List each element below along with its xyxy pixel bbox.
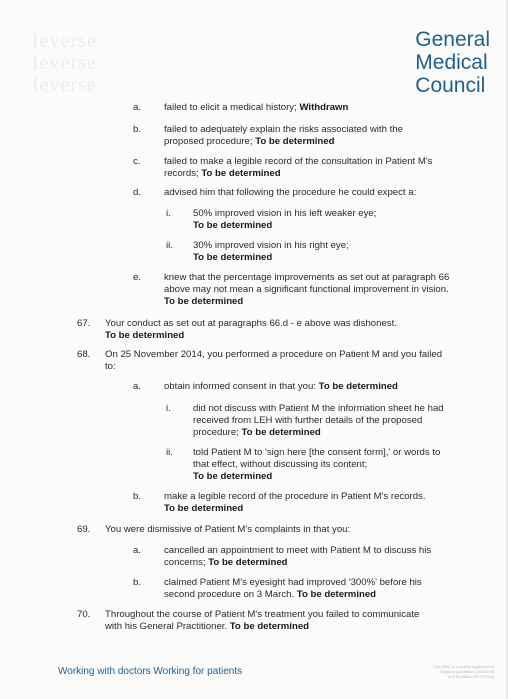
charity-line: The GMC is a charity registered in	[433, 664, 494, 669]
paragraph-text: You were dismissive of Patient M's complaints in that you:	[105, 524, 351, 535]
item-label: b.	[133, 124, 142, 135]
item-label: i.	[166, 208, 171, 219]
item-label: i.	[166, 403, 171, 414]
status-label: To be determined	[255, 136, 335, 147]
status-label: Withdrawn	[299, 102, 349, 113]
logo-line-medical: Medical	[415, 51, 488, 74]
paragraph-number: 69.	[77, 524, 91, 535]
paragraph-number: 68.	[77, 349, 91, 360]
item-label: ii.	[166, 240, 173, 251]
item-text: failed to make a legible record of the consultation in Patient M's records; To be determined	[164, 156, 433, 179]
item-text: cancelled an appointment to meet with Patient M to discuss his concerns; To be determined	[164, 545, 432, 568]
paragraph-text: Throughout the course of Patient M's treatment you failed to communicate with his General Practitioner. To be determined	[105, 609, 420, 632]
item-label: b.	[133, 577, 142, 588]
paragraph-text: On 25 November 2014, you performed a procedure on Patient M and you failed to:	[105, 349, 443, 372]
item-label: c.	[133, 156, 141, 167]
item-text: failed to adequately explain the risks associated with the proposed procedure; To be determined	[164, 124, 403, 147]
status-label: To be determined	[208, 557, 288, 568]
status-label: To be determined	[201, 168, 281, 179]
item-label: a.	[133, 381, 142, 392]
item-text: knew that the percentage improvements as set out at paragraph 66 above may not mean a significant functional improvement in vision. To be determined	[164, 272, 450, 307]
status-label: To be determined	[105, 330, 185, 341]
status-label: To be determined	[164, 296, 244, 307]
status-label: To be determined	[229, 621, 310, 632]
charity-line: and Scotland (SC037750)	[447, 674, 494, 679]
item-text: obtain informed consent in that you: To be determined	[164, 381, 398, 392]
item-text: failed to elicit a medical history; Withdrawn	[164, 102, 349, 113]
item-label: b.	[133, 491, 142, 502]
charity-line: England and Wales (1089278)	[440, 669, 494, 674]
status-label: To be determined	[296, 589, 377, 600]
bleed-line: Ieverse	[32, 52, 97, 74]
paragraph-number: 67.	[77, 318, 91, 329]
item-label: ii.	[166, 447, 173, 458]
bleed-through-text	[32, 30, 97, 96]
gmc-logo	[415, 28, 490, 97]
status-label: To be determined	[164, 503, 244, 514]
bleed-line: Ieverse	[32, 74, 97, 96]
item-text: did not discuss with Patient M the information sheet he had received from LEH with further details of the proposed procedure; To be determined	[193, 403, 444, 438]
item-text: told Patient M to 'sign here [the consent form],' or words to that effect, without discussing its content; To be determined	[193, 447, 441, 482]
item-text: make a legible record of the procedure in Patient M's records. To be determined	[164, 491, 426, 514]
logo-line-council: Council	[415, 74, 486, 97]
paragraph-text: Your conduct as set out at paragraphs 66.d - e above was dishonest. To be determined	[105, 318, 397, 341]
footer-charity-info	[399, 664, 494, 679]
logo-line-general: General	[415, 28, 490, 51]
bleed-line: Ieverse	[32, 30, 97, 52]
item-label: d.	[133, 187, 142, 198]
item-text: advised him that following the procedure he could expect a:	[164, 187, 417, 198]
status-label: To be determined	[241, 427, 321, 438]
item-text: 50% improved vision in his left weaker eye; To be determined	[193, 208, 377, 231]
status-label: To be determined	[193, 220, 273, 231]
item-text: 30% improved vision in his right eye; To be determined	[193, 240, 349, 263]
paragraph-number: 70.	[77, 609, 91, 620]
status-label: To be determined	[318, 381, 398, 392]
item-label: a.	[133, 102, 142, 113]
status-label: To be determined	[193, 471, 273, 482]
item-text: claimed Patient M's eyesight had improved '300%' before his second procedure on 3 March. To be determined	[164, 577, 422, 600]
item-label: a.	[133, 545, 142, 556]
footer-slogan: Working with doctors Working for patients	[58, 666, 243, 677]
item-label: e.	[133, 272, 142, 283]
status-label: To be determined	[193, 252, 273, 263]
